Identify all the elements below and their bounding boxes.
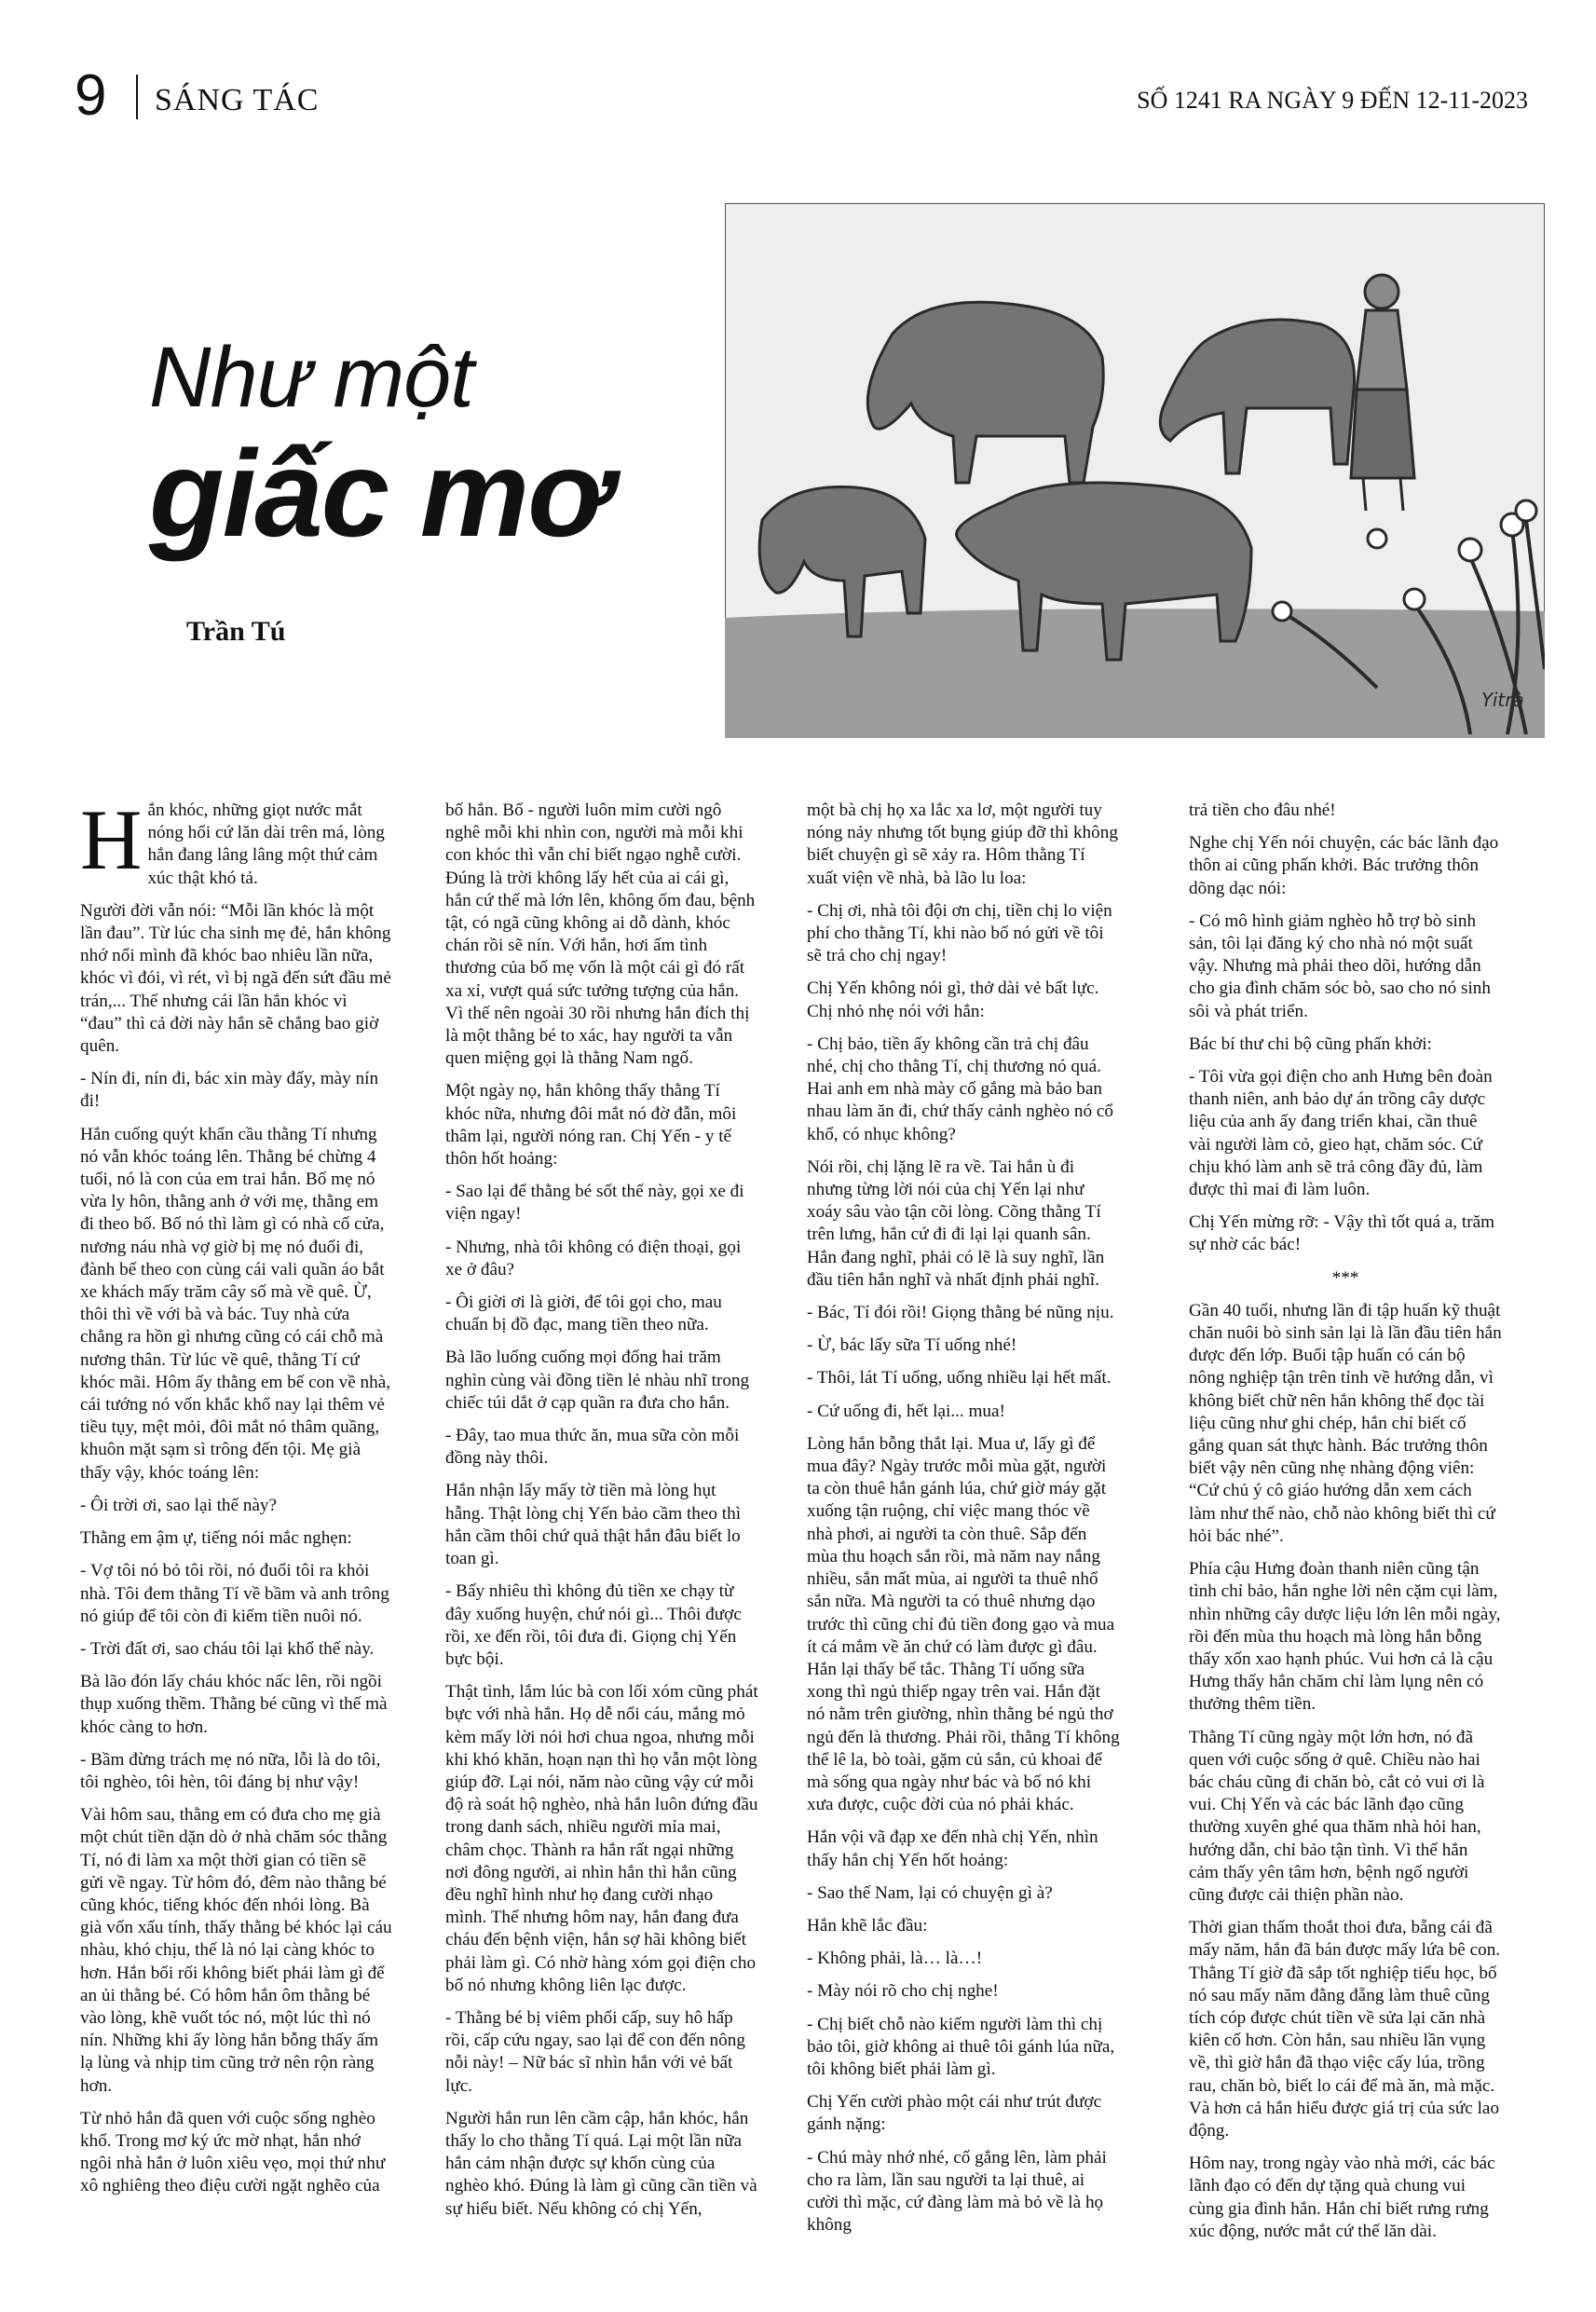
- paragraph: Hôm nay, trong ngày vào nhà mới, các bác lãnh đạo có đến dự tặng quà chung vui cùng gia đình hắn. Hắn chỉ biết rưng rưng xúc động, nước mắt cứ thế lăn dài.: [1189, 2154, 1495, 2241]
- paragraph: - Bác, Tí đói rồi! Giọng thằng bé nũng nịu.: [807, 1303, 1114, 1323]
- paragraph: Thằng Tí cũng ngày một lớn hơn, nó đã quen với cuộc sống ở quê. Chiều nào hai bác cháu cũng đi chăn bò, cắt cỏ vui ơi là vui. Chị Yến và các bác lãnh đạo cũng thường xuyên ghé qua thăm nhà hỏi han, hướng dẫn, chỉ bảo tận tình. Vì thế hắn cảm thấy yên tâm hơn, bệnh ngố người cũng được cải thiện phần nào.: [1189, 1727, 1485, 1905]
- paragraph: - Chị ơi, nhà tôi đội ơn chị, tiền chị lo viện phí cho thằng Tí, khi nào bố nó gửi về tôi sẽ trả cho chị ngay!: [807, 900, 1112, 966]
- paragraph: - Cứ uống đi, hết lại... mua!: [807, 1401, 1005, 1421]
- paragraph: trả tiền cho đâu nhé!: [1189, 800, 1336, 820]
- paragraph: - Trời đất ơi, sao cháu tôi lại khổ thế này.: [80, 1638, 375, 1659]
- paragraph: Chị Yến mừng rỡ: - Vậy thì tốt quá a, trăm sự nhờ các bác!: [1189, 1212, 1495, 1255]
- paragraph: Người hắn run lên cầm cập, hắn khóc, hắn thấy lo cho thằng Tí quá. Lại một lần nữa hắn cảm nhận được sự khốn cùng của nghèo khó. Đúng là làm gì cũng cần tiền và sự hiểu biết. Nếu không có chị Yến,: [445, 2108, 757, 2219]
- paragraph: Hắn cuống quýt khẩn cầu thằng Tí nhưng nó vẫn khóc toáng lên. Thằng bé chừng 4 tuổi, nó là con của em trai hắn. Bố mẹ nó vừa ly hôn, thằng anh ở với mẹ, thằng em đi theo bố. Bố nó thì làm gì có nhà cố cửa, nương náu nhà vợ giờ bị mẹ nó đuổi đi, đành bế theo con cùng cái vali quần áo bắt xe khách mấy trăm cây số mà về quê. Ừ, thôi thì về với bà và bác. Tuy nhà cửa chẳng ra hồn gì nhưng cũng có cái chỗ mà nương thân. Từ lúc về quê, thằng Tí cứ khóc mãi. Hôm ấy thằng em bế con về nhà, cái tướng nó vốn khắc khổ nay lại thêm vẻ tiều tụy, mệt mỏi, đôi mắt nó thâm quầng, khuôn mặt sạm sì trông đến tội. Mẹ già thấy vậy, khóc toáng lên:: [80, 1124, 391, 1483]
- article-title-line-1: Như một: [149, 330, 473, 425]
- paragraph: - Sao lại để thằng bé sốt thế này, gọi xe đi viện ngay!: [445, 1182, 744, 1224]
- paragraph: - Chú mày nhớ nhé, cố gắng lên, làm phải cho ra làm, lần sau người ta lại thuê, ai cười thì mặc, cứ đàng làm mà bỏ về là họ không: [807, 2147, 1107, 2236]
- paragraph: Bà lão luống cuống mọi đống hai trăm nghìn cùng vài đồng tiền lẻ nhàu nhĩ trong chiếc túi dắt ở cạp quần ra đưa cho hắn.: [445, 1348, 750, 1413]
- paragraph: Phía cậu Hưng đoàn thanh niên cũng tận tình chỉ bảo, hắn nghe lời nên cặm cụi làm, nhìn những cây dược liệu lớn lên mỗi ngày, rồi đến mùa thu hoạch mà lòng hắn bỗng thấy xốn xao hạnh phúc. Vui hơn cả là cậu Hưng thấy hắn chăm chỉ làm lụng nên có thưởng thêm tiền.: [1189, 1559, 1501, 1715]
- section-break: ***: [1331, 1267, 1359, 1288]
- paragraph: - Nín đi, nín đi, bác xin mày đấy, mày nín đi!: [80, 1069, 379, 1112]
- paragraph: Nói rồi, chị lặng lẽ ra về. Tai hắn ù đi nhưng từng lời nói của chị Yến lại như xoáy sâu vào tận cõi lòng. Cõng thằng Tí trên lưng, hắn cứ đi đi lại lại quanh sân. Hắn đang nghĩ, phải có lẽ là suy nghĩ, lần đầu tiên hắn nghĩ và nhất định phải nghĩ.: [807, 1156, 1105, 1290]
- illustration-signature: Yitrà: [1481, 689, 1524, 711]
- text-column-1: [80, 800, 393, 2253]
- paragraph: Thời gian thấm thoắt thoi đưa, bẵng cái đã mấy năm, hắn đã bán được mấy lứa bê con. Thằng Tí giờ đã sắp tốt nghiệp tiểu học, bố nó sau mấy năm đằng đẵng làm thuê cũng tích cóp được chút tiền về sửa lại căn nhà kiên cố hơn. Còn hắn, sau nhiều lần vụng về, thì giờ hắn đã thạo việc cấy lúa, trồng rau, chăn bò, biết lo cái để mà ăn, mà mặc. Và hơn cả hắn hiểu được giá trị của sức lao động.: [1189, 1918, 1501, 2141]
- paragraph: Hắn khẽ lắc đầu:: [807, 1915, 928, 1936]
- paragraph: bố hắn. Bố - người luôn mỉm cười ngô nghê mỗi khi nhìn con, người mà mỗi khi con khóc thì vẫn chỉ biết ngạo nghễ cười. Đúng là trời không lấy hết của ai cái gì, hắn cứ thế mà lớn lên, không ốm đau, bệnh tật, có ngã cũng không ai dỗ dành, khóc chán rồi sẽ nín. Với hắn, hơi ấm tình thương của bố mẹ vốn là một cái gì đó rất xa xỉ, vượt quá sức tưởng tượng của hắn. Vì thế nên ngoài 30 rồi nhưng hắn đích thị là một thằng bé to xác, hay người ta vẫn quen miệng gọi là thằng Nam ngố.: [445, 800, 756, 1069]
- paragraph: - Thôi, lát Tí uống, uống nhiều lại hết mất.: [807, 1368, 1112, 1389]
- drop-cap: H: [80, 800, 143, 887]
- paragraph: Người đời vẫn nói: “Mỗi lần khóc là một lần đau”. Từ lúc cha sinh mẹ đẻ, hắn không nhớ nổi mình đã khóc bao nhiêu lần nữa, khóc vì đói, vì rét, vì bị ngã đến sứt đầu mẻ trán,... Thế nhưng cái lần hắn khóc vì “đau” thì cả đời này hắn sẽ chẳng bao giờ quên.: [80, 900, 391, 1057]
- text-column-2: [445, 800, 758, 2253]
- paragraph: Vài hôm sau, thằng em có đưa cho mẹ già một chút tiền dặn dò ở nhà chăm sóc thằng Tí, nó đi làm xa một thời gian có tiền sẽ gửi về ngay. Từ hôm đó, đêm nào thằng bé cũng khóc, tiếng khóc đến nhói lòng. Bà già vốn xấu tính, thấy thằng bé khóc lại cáu nhàu, khó chịu, thế là nó lại càng khóc to hơn. Hắn bối rối không biết phải làm gì để an ủi thằng bé. Có hôm hắn ôm thằng bé vào lòng, khẽ vuốt tóc nó, một lúc thì nó nín. Những khi ấy lòng hắn bỗng thấy ấm lạ lùng và nhịp tim cũng trở nên rộn ràng hơn.: [80, 1805, 392, 2096]
- paragraph: - Nhưng, nhà tôi không có điện thoại, gọi xe ở đâu?: [445, 1237, 742, 1279]
- paragraph: - Không phải, là… là…!: [807, 1949, 983, 1969]
- paragraph: - Ừ, bác lấy sữa Tí uống nhé!: [807, 1335, 1017, 1356]
- paragraph: - Mày nói rõ cho chị nghe!: [807, 1981, 999, 2002]
- paragraph: một bà chị họ xa lắc xa lơ, một người tuy nóng nảy nhưng tốt bụng giúp đỡ thì không biết chuyện gì sẽ xảy ra. Hôm thằng Tí xuất viện về nhà, bà lão lu loa:: [807, 800, 1118, 888]
- article-title-line-2: giấc mơ: [149, 425, 608, 562]
- paragraph: Gần 40 tuổi, nhưng lần đi tập huấn kỹ thuật chăn nuôi bò sinh sản lại là lần đầu tiên hắn được đến lớp. Buổi tập huấn có cán bộ nông nghiệp tận trên tỉnh về hướng dẫn, vì không biết chữ nên hắn không thể đọc tài liệu cũng như ghi chép, hắn chỉ biết cố gắng quan sát thực hành. Bác trưởng thôn biết vậy nên cũng nhẹ nhàng động viên: “Cứ chủ ý cô giáo hướng dẫn xem cách làm như thế nào, chỗ nào không biết thì cứ hỏi bác nhé”.: [1189, 1300, 1502, 1546]
- paragraph: - Thằng bé bị viêm phổi cấp, suy hô hấp rồi, cấp cứu ngay, sao lại để con đến nông nỗi này! – Nữ bác sĩ nhìn hắn với vẻ bất lực.: [445, 2007, 745, 2096]
- section-title: SÁNG TÁC: [155, 83, 320, 117]
- paragraph: - Sao thế Nam, lại có chuyện gì à?: [807, 1882, 1053, 1903]
- buffalo-illustration: [725, 203, 1545, 738]
- paragraph: Chị Yến không nói gì, thở dài vẻ bất lực. Chị nhỏ nhẹ nói với hắn:: [807, 978, 1099, 1021]
- text-column-3: [807, 800, 1120, 2253]
- paragraph: Bà lão đón lấy cháu khóc nấc lên, rồi ngồi thụp xuống thềm. Thằng bé cũng vì thế mà khóc càng to hơn.: [80, 1672, 388, 1737]
- paragraph: - Ôi trời ơi, sao lại thế này?: [80, 1495, 278, 1515]
- paragraph: Lòng hắn bỗng thắt lại. Mua ư, lấy gì để mua đây? Ngày trước mỗi mùa gặt, người ta còn thuê hắn gánh lúa, chứ giờ máy gặt xuống tận ruộng, chỉ việc mang thóc về nhà phơi, ai người ta còn thuê. Sắp đến mùa thu hoạch sắn rồi, mà năm nay nắng nhiều, sắn mất mùa, ai người ta thuê nhổ sắn nữa. Mà người ta có thuê nhưng dạo trước thì cũng chỉ đủ tiền đong gạo và mua ít cá mắm về ăn chứ có làm được gì đâu. Hắn lại thấy bế tắc. Thằng Tí uống sữa xong thì ngủ thiếp ngay trên vai. Hắn đặt nó nằm trên giường, nhìn thằng bé ngủ thơ ngủ đến là thương. Phải rồi, thằng Tí không thể lê la, bò toài, gặm củ sắn, củ khoai để mà sống qua ngày như bác và bố nó khi xưa được, cuộc đời của nó phải khác.: [807, 1433, 1120, 1815]
- paragraph: Thật tình, lắm lúc bà con lối xóm cũng phát bực với nhà hắn. Họ dễ nổi cáu, mắng mỏ kèm mấy lời nói hơi chua ngoa, nhưng mỗi khi khó khăn, hoạn nạn thì họ vẫn một lòng giúp đỡ. Lại nói, năm nào cũng vậy cứ mỗi độ rà soát hộ nghèo, nhà hắn luôn đứng đầu trong danh sách, nhiều người mỉa mai, châm chọc. Thành ra hắn rất ngại những nơi đông người, ai nhìn hắn thì hắn cũng đều nghĩ hình như họ đang cười nhạo mình. Thế nhưng hôm nay, hắn đang đưa cháu đến bệnh viện, hắn sợ hãi không biết phải làm gì. Có nhờ hàng xóm gọi điện cho bố nó nhưng không liên lạc được.: [445, 1682, 758, 1995]
- paragraph: Hắn vội vã đạp xe đến nhà chị Yến, nhìn thấy hắn chị Yến hốt hoảng:: [807, 1827, 1098, 1870]
- paragraph: Chị Yến cười phào một cái như trút được gánh nặng:: [807, 2092, 1102, 2135]
- paragraph: - Bầm đừng trách mẹ nó nữa, lỗi là do tôi, tôi nghèo, tôi hèn, tôi đáng bị như vậy!: [80, 1749, 381, 1792]
- paragraph: - Có mô hình giảm nghèo hỗ trợ bò sinh sản, tôi lại đăng ký cho nhà nó một suất vậy. Nhưng mà phải theo dõi, hướng dẫn cho gia đình chăm sóc bò, sao cho nó sinh sôi và phát triển.: [1189, 910, 1491, 1021]
- header-divider: [136, 75, 138, 119]
- paragraph: Hắn nhận lấy mấy tờ tiền mà lòng hụt hẫng. Thật lòng chị Yến bảo cầm theo thì hắn cầm thôi chứ quả thật hắn đâu biết lo toan gì.: [445, 1481, 742, 1569]
- paragraph: - Vợ tôi nó bỏ tôi rồi, nó đuổi tôi ra khỏi nhà. Tôi đem thằng Tí về bầm và anh trông nó giúp để tôi còn đi kiếm tiền nuôi nó.: [80, 1561, 389, 1626]
- paragraph: Một ngày nọ, hắn không thấy thằng Tí khóc nữa, nhưng đôi mắt nó đờ đẫn, môi thâm lại, người nóng ran. Chị Yến - y tế thôn hốt hoảng:: [445, 1081, 737, 1170]
- article-author: Trần Tú: [186, 616, 286, 647]
- text-column-4: [1189, 800, 1502, 2253]
- paragraph: Bác bí thư chi bộ cũng phấn khởi:: [1189, 1033, 1432, 1054]
- paragraph: Từ nhỏ hắn đã quen với cuộc sống nghèo khổ. Trong mơ ký ức mờ nhạt, hắn nhớ ngôi nhà hắn ở luôn xiêu vẹo, mọi thứ như xô nghiêng theo điệu cười ngặt nghẽo của: [80, 2108, 386, 2196]
- paragraph: Nghe chị Yến nói chuyện, các bác lãnh đạo thôn ai cũng phấn khởi. Bác trưởng thôn dõng dạc nói:: [1189, 833, 1499, 898]
- paragraph: - Ôi giời ơi là giời, để tôi gọi cho, mau chuẩn bị đồ đạc, mang tiền theo nữa.: [445, 1293, 722, 1335]
- paragraph: - Bấy nhiêu thì không đủ tiền xe chạy từ đây xuống huyện, chứ nói gì... Thôi được rồi, xe đến rồi, tôi đưa đi. Giọng chị Yến bực bội.: [445, 1581, 742, 1669]
- paragraph: - Đây, tao mua thức ăn, mua sữa còn mỗi đồng này thôi.: [445, 1426, 740, 1469]
- paragraph: - Chị bảo, tiền ấy không cần trả chị đâu nhé, chị cho thằng Tí, chị thương nó quá. Hai anh em nhà mày cố gắng mà bảo ban nhau làm ăn đi, chứ thấy cảnh nghèo nó cổ khổ, có nhục không?: [807, 1033, 1114, 1144]
- issue-date: SỐ 1241 RA NGÀY 9 ĐẾN 12-11-2023: [1137, 87, 1528, 114]
- paragraph: - Tôi vừa gọi điện cho anh Hưng bên đoàn thanh niên, anh bảo dự án trồng cây dược liệu của anh ấy đang triển khai, cần thuê vài người làm cỏ, gieo hạt, chăm sóc. Cứ chịu khó làm anh sẽ trả công đầy đủ, làm được thì mai đi làm luôn.: [1189, 1067, 1493, 1200]
- page-number: 9: [75, 63, 107, 128]
- lead-text: ắn khóc, những giọt nước mắt nóng hổi cứ lăn dài trên má, lòng hắn đang lâng lâng một thứ cảm xúc thật khó tả.: [147, 800, 385, 888]
- paragraph: - Chị biết chỗ nào kiếm người làm thì chị bảo tôi, giờ không ai thuê tôi gánh lúa nữa, tôi không biết phải làm gì.: [807, 2014, 1115, 2079]
- lead-paragraph: [80, 800, 393, 890]
- page-header: [75, 63, 1528, 129]
- paragraph: Thằng em ậm ự, tiếng nói mắc nghẹn:: [80, 1528, 352, 1549]
